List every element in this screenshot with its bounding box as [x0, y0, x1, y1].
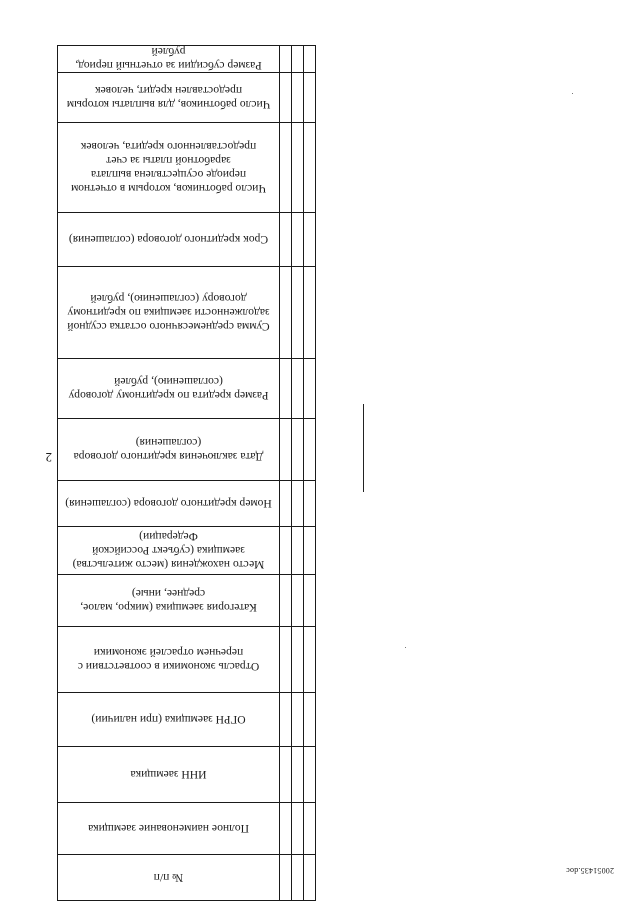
table-row	[57, 747, 316, 803]
table-row	[57, 73, 316, 123]
table-row	[57, 855, 316, 901]
table-row	[57, 419, 316, 481]
table-row	[57, 213, 316, 267]
table-row	[57, 481, 316, 527]
column-header: Срок кредитного договора (соглашения)	[68, 233, 269, 247]
column-header: Сумма среднемесячного остатка ссудной задолженности заемщика по кредитному договору (соглашению), рублей	[67, 292, 270, 334]
page-number: 2	[45, 450, 52, 465]
scan-speck	[572, 93, 573, 94]
table-row	[57, 527, 316, 575]
table-row	[57, 267, 316, 359]
scan-speck	[405, 647, 406, 648]
column-header: Отрасль экономики в соответствии с перечнем отраслей экономики	[77, 646, 260, 674]
table-row	[57, 123, 316, 213]
column-header: Размер субсидии за отчетный период, рублей	[75, 45, 262, 73]
report-table	[57, 45, 316, 901]
table-row	[57, 359, 316, 419]
table-row	[57, 45, 316, 73]
column-header: Место нахождения (место жительства) заемщика (субъект Российской Федерации)	[72, 530, 265, 572]
file-label: 20051435.doc	[566, 866, 614, 875]
table-row	[57, 627, 316, 693]
pen-mark	[363, 404, 364, 492]
table-row	[57, 693, 316, 747]
table-row	[57, 575, 316, 627]
column-header: Число работников, для выплаты которым предоставлен кредит, человек	[66, 84, 271, 112]
column-header: Число работников, которым в отчетном периоде осуществлена выплата заработной платы за счет предоставленного кредита, человек	[71, 140, 266, 196]
column-header: № п/п	[153, 871, 184, 885]
table-row	[57, 803, 316, 855]
column-header: Полное наименование заемщика	[88, 822, 249, 836]
column-header: ОГРН заемщика (при наличии)	[91, 713, 246, 727]
column-header: Дата заключения кредитного договора (соглашения)	[73, 436, 264, 464]
column-header: Категория заемщика (микро, малое, среднее, иные)	[80, 587, 257, 615]
column-header: Номер кредитного договора (соглашения)	[65, 497, 272, 511]
column-header: ИНН заемщика	[130, 768, 207, 782]
column-header: Размер кредита по кредитному договору (соглашению), рублей	[68, 375, 269, 403]
